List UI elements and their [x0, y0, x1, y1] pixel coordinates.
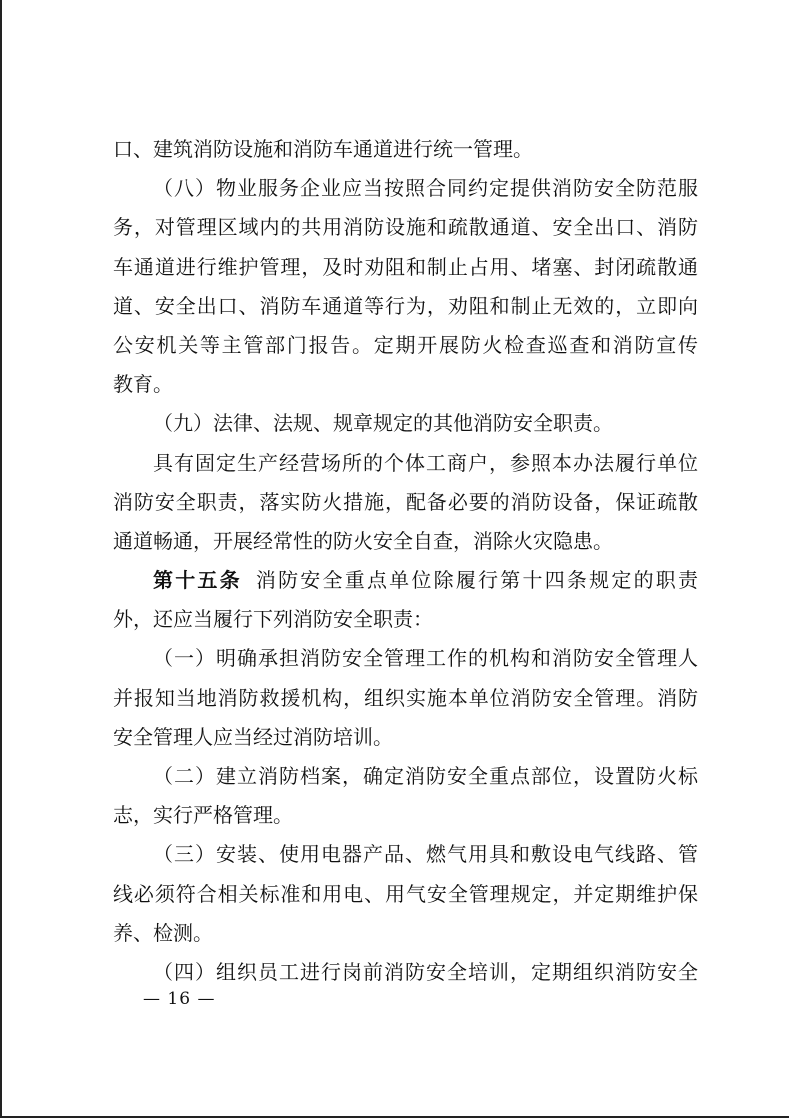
article-heading: 第十五条 [153, 568, 242, 593]
text-line: 志，实行严格管理。 [113, 803, 293, 828]
page-number: — 16 — [143, 989, 216, 1009]
text-line: （九）法律、法规、规章规定的其他消防安全职责。 [153, 411, 613, 436]
text-line: 养、检测。 [113, 920, 213, 945]
text-line: 线必须符合相关标准和用电、用气安全管理规定，并定期维护保 [113, 881, 698, 906]
text-line: 教育。 [113, 372, 173, 397]
text-line: 车通道进行维护管理，及时劝阻和制止占用、堵塞、封闭疏散通 [113, 254, 698, 279]
text-line: （二）建立消防档案，确定消防安全重点部位，设置防火标 [153, 764, 698, 788]
scan-border-left [0, 0, 2, 1118]
text-line: 安全管理人应当经过消防培训。 [113, 724, 393, 749]
text-line: （一）明确承担消防安全管理工作的机构和消防安全管理人 [153, 646, 698, 671]
text-line: （四）组织员工进行岗前消防安全培训，定期组织消防安全 [153, 959, 698, 984]
text-line: 通道畅通，开展经常性的防火安全自查，消除火灾隐患。 [113, 528, 613, 553]
text-line: 公安机关等主管部门报告。定期开展防火检查巡查和消防宣传 [113, 332, 698, 357]
text-line: （三）安装、使用电器产品、燃气用具和敷设电气线路、管 [153, 842, 698, 867]
text-line: 外，还应当履行下列消防安全职责： [113, 607, 433, 632]
article-text: 消防安全重点单位除履行第十四条规定的职责 [255, 568, 699, 593]
text-line: 具有固定生产经营场所的个体工商户，参照本办法履行单位 [153, 450, 698, 475]
text-line: 务，对管理区域内的共用消防设施和疏散通道、安全出口、消防 [113, 215, 698, 240]
document-body [113, 130, 698, 992]
article-line [113, 561, 698, 600]
text-line: 道、安全出口、消防车通道等行为，劝阻和制止无效的，立即向 [113, 293, 698, 318]
text-line: 口、建筑消防设施和消防车通道进行统一管理。 [113, 137, 533, 161]
text-line: 并报知当地消防救援机构，组织实施本单位消防安全管理。消防 [113, 685, 698, 710]
text-line: 消防安全职责，落实防火措施，配备必要的消防设备，保证疏散 [113, 489, 698, 514]
text-line: （八）物业服务企业应当按照合同约定提供消防安全防范服 [153, 176, 698, 201]
